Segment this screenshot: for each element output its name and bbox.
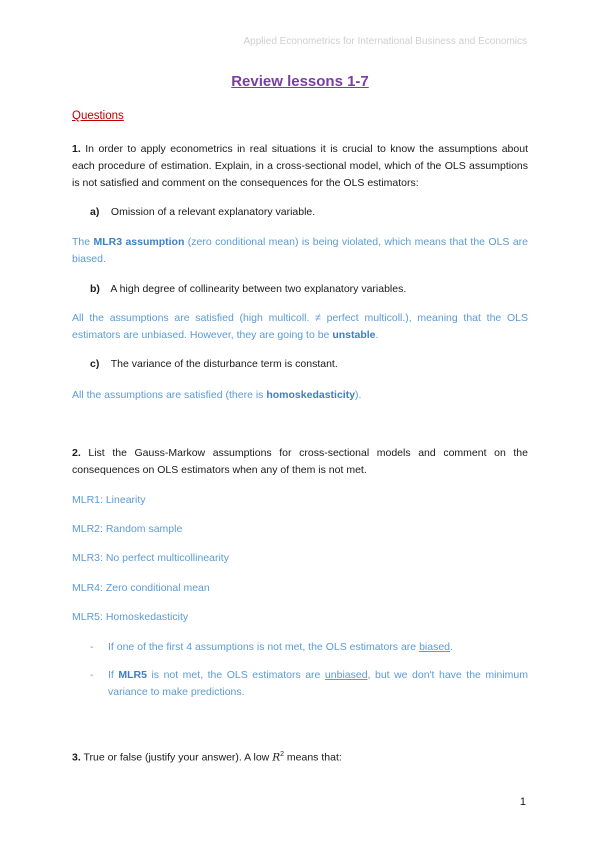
item-a [90, 206, 315, 218]
mlr-item: MLR2: Random sample [72, 523, 183, 535]
answer-a [72, 234, 528, 268]
question-2-text: List the Gauss-Markow assumptions for cross-sectional models and comment on the consequences on OLS estimators when any of them is not met. [72, 447, 528, 476]
bullet-1-pre: If one of the first 4 assumptions is not met, the OLS estimators are [108, 641, 420, 653]
question-3-number: 3. [72, 751, 81, 764]
question-3-pre: True or false (justify your answer). A low [83, 751, 273, 764]
question-1 [72, 141, 528, 192]
dash-bullet: - [90, 641, 94, 653]
bullet-2-post: , but we don't have the minimum variance to make predictions. [108, 669, 528, 698]
answer-a-bold: MLR3 assumption [93, 236, 185, 248]
item-b-text: A high degree of collinearity between two explanatory variables. [110, 283, 407, 295]
question-1-text: In order to apply econometrics in real situations it is crucial to know the assumptions about each procedure of estimation. Explain, in a cross-sectional model, which of the OLS assumptions is not satisfied and comment on the consequences for the OLS estimators: [72, 143, 528, 189]
r-squared-exponent: 2 [280, 751, 284, 758]
dash-bullet: - [90, 669, 94, 681]
running-header: Applied Econometrics for International Business and Economics [243, 36, 527, 47]
question-3-post: means that: [284, 751, 342, 764]
question-2 [72, 445, 528, 479]
mlr-item: MLR5: Homoskedasticity [72, 611, 189, 623]
page-title: Review lessons 1-7 [231, 73, 369, 90]
bullet-1-underlined: biased [419, 641, 451, 653]
bullet-1 [90, 639, 528, 656]
answer-c-post: ). [355, 389, 362, 401]
item-a-text: Omission of a relevant explanatory variable. [110, 206, 316, 218]
bullet-2-underlined: unbiased [324, 669, 368, 681]
answer-a-pre: The [72, 236, 94, 248]
question-1-number: 1. [72, 143, 81, 155]
answer-c [72, 387, 528, 404]
item-a-label: a) [90, 206, 100, 218]
bullet-2-bold: MLR5 [118, 669, 147, 681]
mlr-item: MLR3: No perfect multicollinearity [72, 552, 229, 564]
item-c-label: c) [90, 358, 100, 370]
question-2-number: 2. [72, 447, 81, 459]
answer-b [72, 310, 528, 344]
bullet-1-post: . [450, 641, 453, 653]
answer-b-post: . [375, 329, 379, 341]
item-b [90, 283, 406, 295]
mlr-item: MLR4: Zero conditional mean [72, 582, 210, 594]
mlr-item: MLR1: Linearity [72, 494, 146, 506]
answer-c-pre: All the assumptions are satisfied (there is [72, 389, 267, 401]
bullet-2-mid: is not met, the OLS estimators are [146, 669, 325, 681]
answer-b-pre: All the assumptions are satisfied (high multicoll. ≠ perfect multicoll.), meaning that the OLS estimators are unbiased. However, they are going to be [72, 312, 528, 341]
answer-c-bold: homoskedasticity [266, 389, 356, 401]
r-squared-variable: R [272, 751, 281, 764]
answer-b-bold: unstable [332, 329, 376, 341]
bullet-2-pre: If [108, 669, 119, 681]
item-b-label: b) [90, 283, 100, 295]
item-c-text: The variance of the disturbance term is constant. [110, 358, 338, 370]
page-number: 1 [519, 796, 526, 808]
bullet-2 [90, 667, 528, 701]
item-c [90, 358, 338, 370]
section-heading: Questions [72, 110, 124, 122]
question-3 [72, 746, 528, 767]
answer-a-post: (zero conditional mean) is being violated, which means that the OLS are biased. [72, 236, 528, 265]
